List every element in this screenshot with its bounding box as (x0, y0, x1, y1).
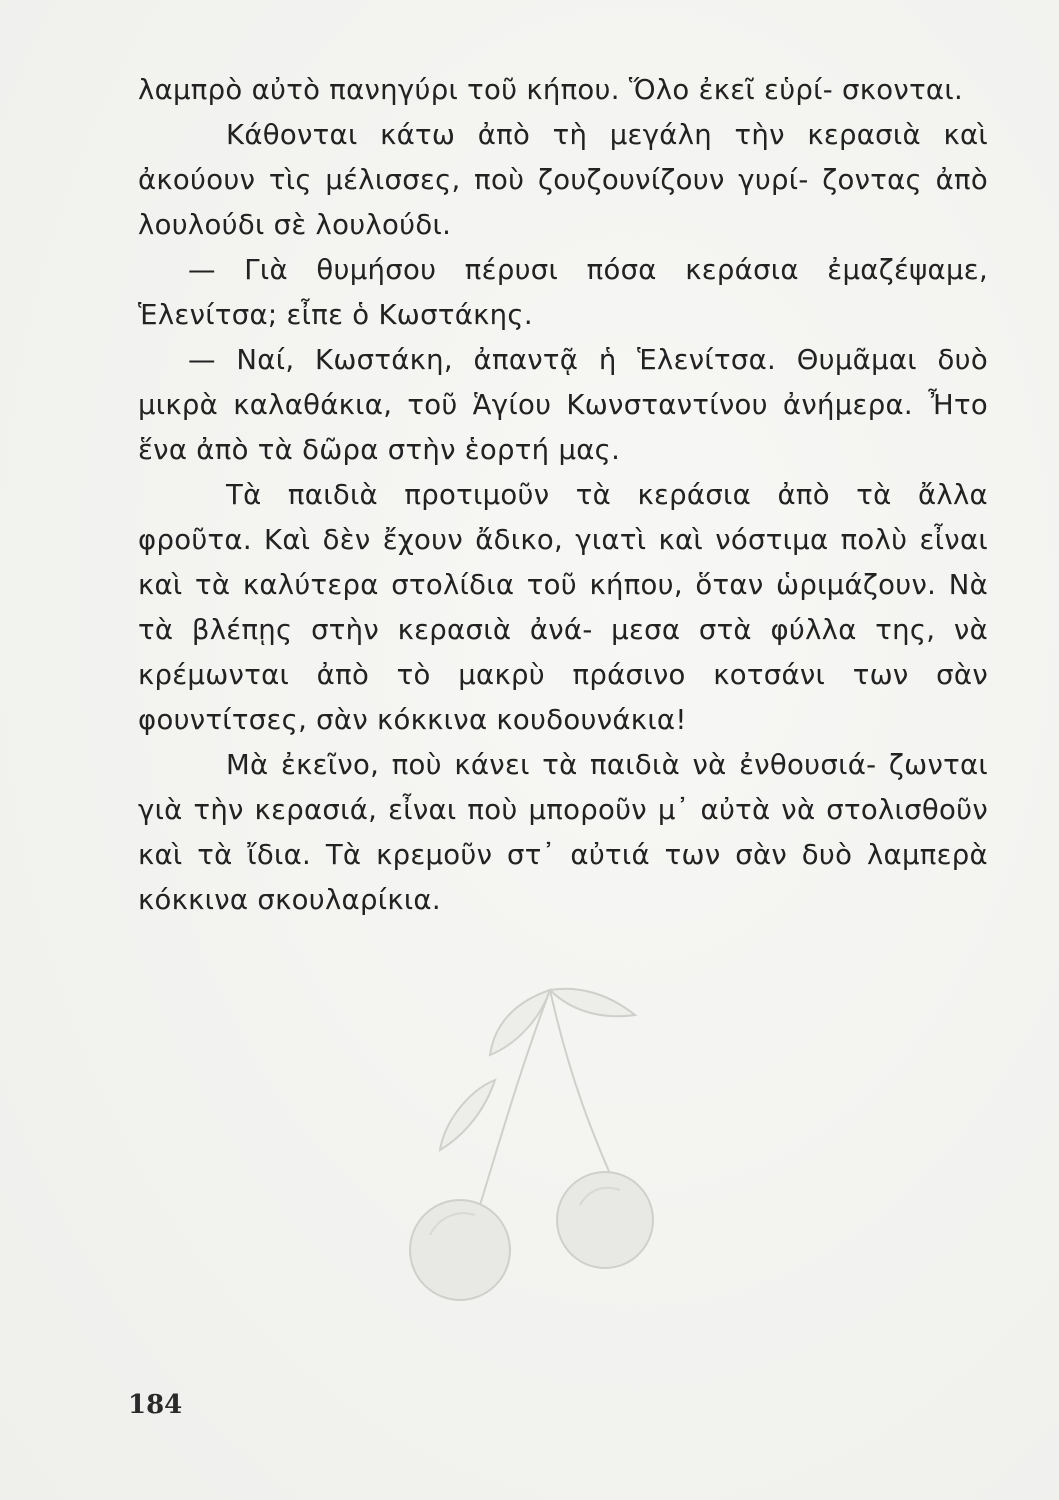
paragraph-1: λαμπρὸ αὐτὸ πανηγύρι τοῦ κήπου. Ὅλο ἐκεῖ εὑρί- σκονται. (138, 74, 964, 106)
body-text (138, 68, 988, 923)
paragraph-4-dialog: — Ναί, Κωστάκη, ἀπαντᾷ ἡ Ἑλενίτσα. Θυμᾶμαι δυὸ μικρὰ καλαθάκια, τοῦ Ἁγίου Κωνσταντίνου ἀνήμερα. Ἦτο ἕνα ἀπὸ τὰ δῶρα στὴν ἑορτή μας. (138, 344, 988, 466)
paragraph-2: Κάθονται κάτω ἀπὸ τὴ μεγάλη τὴν κερασιὰ καὶ ἀκούουν τὶς μέλισσες, ποὺ ζουζουνίζουν γυρί- ζοντας ἀπὸ λουλούδι σὲ λουλούδι. (138, 119, 988, 241)
cherries-icon (400, 960, 660, 1310)
paragraph-6: Μὰ ἐκεῖνο, ποὺ κάνει τὰ παιδιὰ νὰ ἐνθουσιά- ζωνται γιὰ τὴν κερασιά, εἶναι ποὺ μποροῦν μ᾽ αὐτὰ νὰ στολισθοῦν καὶ τὰ ἴδια. Τὰ κρεμοῦν στ᾽ αὐτιά των σὰν δυὸ λαμπερὰ κόκκινα σκουλαρίκια. (138, 749, 988, 916)
page-number: 184 (128, 1390, 183, 1420)
paragraph-5: Τὰ παιδιὰ προτιμοῦν τὰ κεράσια ἀπὸ τὰ ἄλλα φροῦτα. Καὶ δὲν ἔχουν ἄδικο, γιατὶ καὶ νόστιμα πολὺ εἶναι καὶ τὰ καλύτερα στολίδια τοῦ κήπου, ὅταν ὡριμάζουν. Νὰ τὰ βλέπῃς στὴν κερασιὰ ἀνά- μεσα στὰ φύλλα της, νὰ κρέμωνται ἀπὸ τὸ μακρὺ πράσινο κοτσάνι των σὰν φουντίτσες, σὰν κόκκινα κουδουνάκια! (138, 479, 988, 736)
paragraph-3-dialog: — Γιὰ θυμήσου πέρυσι πόσα κεράσια ἐμαζέψαμε, Ἑλενίτσα; εἶπε ὁ Κωστάκης. (138, 254, 988, 331)
